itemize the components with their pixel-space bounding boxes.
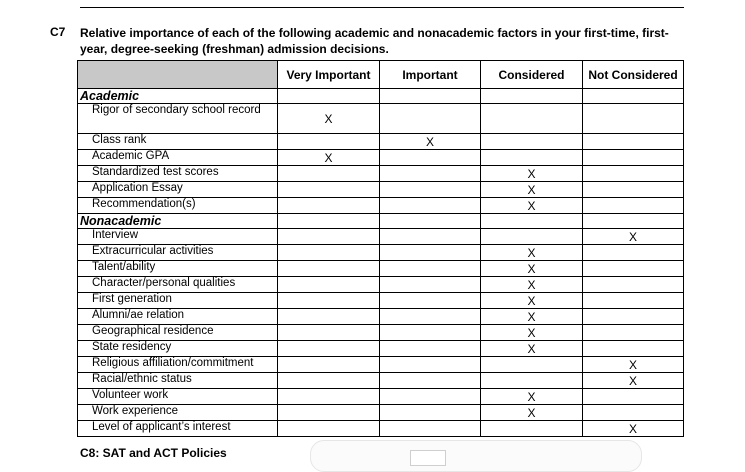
mark-cell-not-considered [583,182,684,198]
x-mark: X [527,325,536,340]
factor-label: Racial/ethnic status [78,373,278,389]
mark-cell-not-considered [583,325,684,341]
mark-cell-important [380,341,481,357]
factor-label: Academic GPA [78,150,278,166]
x-mark: X [324,111,333,126]
mark-cell-considered [481,166,583,182]
table-row [78,309,684,325]
table-row [78,389,684,405]
x-mark: X [527,277,536,292]
mark-cell-not-considered [583,104,684,134]
column-header-important: Important [380,61,481,89]
x-mark: X [527,182,536,197]
mark-cell-important [380,150,481,166]
table-row [78,293,684,309]
factor-label: Application Essay [78,182,278,198]
question-text: Relative importance of each of the following academic and nonacademic factors in your first-time, first-year, degree-seeking (freshman) admission decisions. [80,26,669,56]
table-row [78,325,684,341]
table-header-row [78,61,684,89]
table-row [78,150,684,166]
mark-cell-important [380,182,481,198]
table-row [78,341,684,357]
section-row-academic [78,89,684,104]
table-row [78,405,684,421]
mark-cell-very-important [278,166,380,182]
header-corner-cell [78,61,278,89]
mark-cell-important [380,309,481,325]
mark-cell-considered [481,357,583,373]
mark-cell-considered [481,341,583,357]
mark-cell-very-important [278,245,380,261]
x-mark: X [628,229,637,244]
factor-label: Recommendation(s) [78,198,278,214]
mark-cell-important [380,245,481,261]
mark-cell-very-important [278,229,380,245]
column-header-considered: Considered [481,61,583,89]
mark-cell-considered [481,245,583,261]
mark-cell-considered [481,134,583,150]
mark-cell-very-important [278,104,380,134]
mark-cell-important [380,229,481,245]
top-rule [80,7,684,8]
mark-cell-considered [481,261,583,277]
x-mark: X [527,166,536,181]
column-header-not-considered: Not Considered [583,61,684,89]
section-title: Nonacademic [78,214,278,229]
table-row [78,166,684,182]
section-empty-cell [380,89,481,104]
table-row [78,245,684,261]
question-number: C7 [50,25,66,39]
mark-cell-considered [481,293,583,309]
x-mark: X [527,309,536,324]
section-empty-cell [583,89,684,104]
mark-cell-important [380,357,481,373]
section-title: Academic [78,89,278,104]
mark-cell-important [380,373,481,389]
mark-cell-not-considered [583,277,684,293]
mark-cell-very-important [278,357,380,373]
mark-cell-considered [481,309,583,325]
mark-cell-very-important [278,198,380,214]
section-empty-cell [583,214,684,229]
mark-cell-not-considered [583,245,684,261]
factor-label: Work experience [78,405,278,421]
mark-cell-very-important [278,389,380,405]
mark-cell-very-important [278,341,380,357]
section-empty-cell [481,89,583,104]
table-row [78,104,684,134]
mark-cell-not-considered [583,166,684,182]
mark-cell-very-important [278,421,380,437]
factor-label: Alumni/ae relation [78,309,278,325]
mark-cell-important [380,134,481,150]
factor-label: Rigor of secondary school record [78,104,278,134]
mark-cell-important [380,293,481,309]
mark-cell-important [380,198,481,214]
mark-cell-very-important [278,373,380,389]
table-row [78,198,684,214]
mark-cell-not-considered [583,293,684,309]
mark-cell-very-important [278,277,380,293]
factor-label: Volunteer work [78,389,278,405]
mark-cell-considered [481,421,583,437]
mark-cell-not-considered [583,134,684,150]
section-row-nonacademic [78,214,684,229]
mark-cell-not-considered [583,373,684,389]
factor-label: Talent/ability [78,261,278,277]
mark-cell-important [380,325,481,341]
table-row [78,277,684,293]
mark-cell-considered [481,389,583,405]
table-row [78,357,684,373]
x-mark: X [628,357,637,372]
factors-table [77,60,684,437]
factor-label: Class rank [78,134,278,150]
mark-cell-not-considered [583,198,684,214]
table-row [78,134,684,150]
x-mark: X [527,245,536,260]
mark-cell-not-considered [583,389,684,405]
mark-cell-not-considered [583,357,684,373]
table-row [78,373,684,389]
viewer-toolbar-hint [310,440,642,472]
mark-cell-not-considered [583,150,684,166]
mark-cell-important [380,421,481,437]
table-row [78,261,684,277]
factor-label: Character/personal qualities [78,277,278,293]
column-header-very-important: Very Important [278,61,380,89]
mark-cell-important [380,166,481,182]
x-mark: X [527,261,536,276]
mark-cell-very-important [278,134,380,150]
x-mark: X [527,389,536,404]
x-mark: X [527,405,536,420]
section-empty-cell [481,214,583,229]
mark-cell-not-considered [583,309,684,325]
mark-cell-important [380,405,481,421]
factor-label: State residency [78,341,278,357]
x-mark: X [527,198,536,213]
viewer-page-box [410,450,446,466]
factor-label: Religious affiliation/commitment [78,357,278,373]
mark-cell-very-important [278,182,380,198]
mark-cell-considered [481,104,583,134]
factor-label: Extracurricular activities [78,245,278,261]
mark-cell-very-important [278,261,380,277]
mark-cell-very-important [278,309,380,325]
table-row [78,182,684,198]
mark-cell-important [380,389,481,405]
table-row [78,229,684,245]
mark-cell-considered [481,373,583,389]
mark-cell-not-considered [583,421,684,437]
mark-cell-very-important [278,325,380,341]
mark-cell-very-important [278,293,380,309]
mark-cell-important [380,277,481,293]
table-body [78,89,684,437]
mark-cell-important [380,261,481,277]
table-row [78,421,684,437]
mark-cell-very-important [278,150,380,166]
mark-cell-considered [481,182,583,198]
mark-cell-considered [481,277,583,293]
x-mark: X [527,293,536,308]
mark-cell-not-considered [583,405,684,421]
section-empty-cell [278,89,380,104]
x-mark: X [628,373,637,388]
mark-cell-not-considered [583,341,684,357]
mark-cell-considered [481,198,583,214]
x-mark: X [628,421,637,436]
next-section-heading: C8: SAT and ACT Policies [80,446,227,460]
section-empty-cell [278,214,380,229]
mark-cell-considered [481,405,583,421]
factor-label: Interview [78,229,278,245]
mark-cell-not-considered [583,261,684,277]
mark-cell-important [380,104,481,134]
x-mark: X [527,341,536,356]
factor-label: Level of applicant’s interest [78,421,278,437]
factor-label: Standardized test scores [78,166,278,182]
mark-cell-very-important [278,405,380,421]
mark-cell-considered [481,325,583,341]
section-empty-cell [380,214,481,229]
x-mark: X [425,134,434,149]
factor-label: First generation [78,293,278,309]
factor-label: Geographical residence [78,325,278,341]
mark-cell-not-considered [583,229,684,245]
mark-cell-considered [481,150,583,166]
x-mark: X [324,150,333,165]
mark-cell-considered [481,229,583,245]
